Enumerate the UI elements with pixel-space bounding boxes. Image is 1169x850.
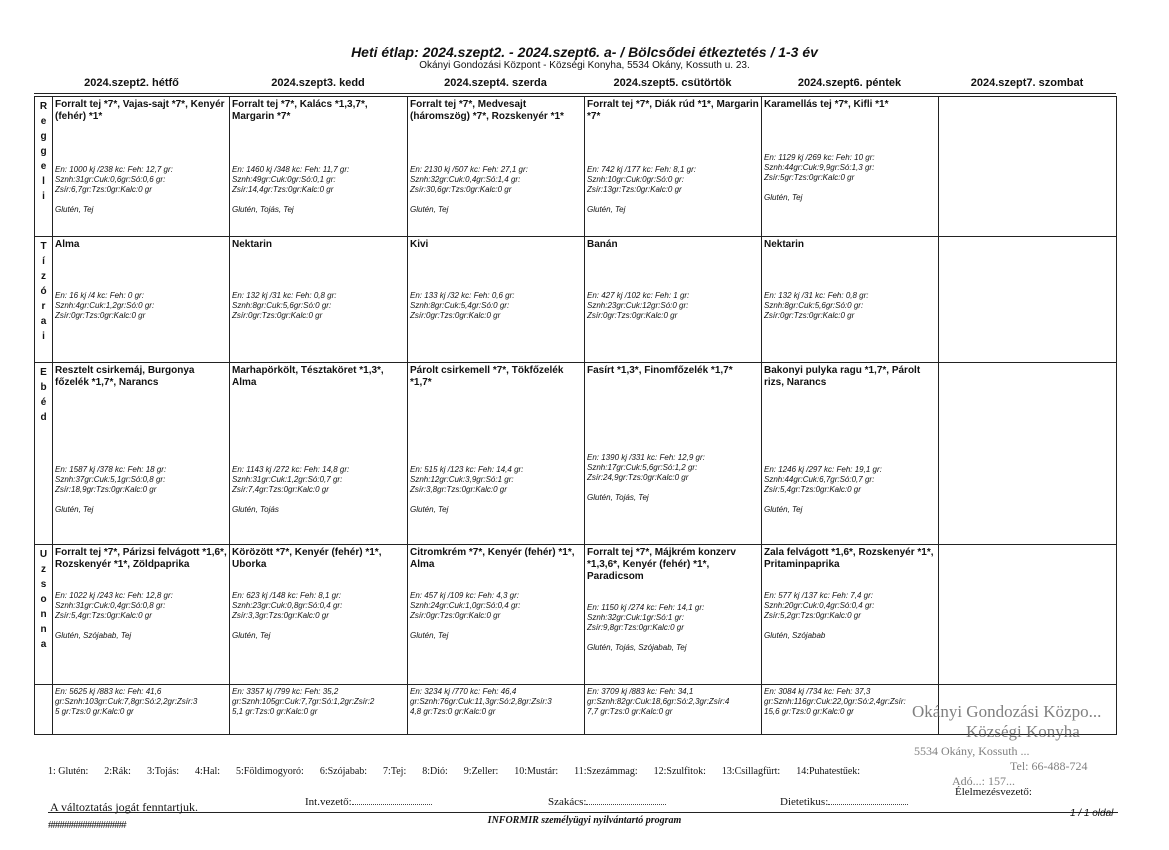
legend-item: 3:Tojás: xyxy=(146,766,180,777)
dish-text: Körözött *7*, Kenyér (fehér) *1*, Uborka xyxy=(232,547,382,570)
dish-text: Marhapörkölt, Tésztaköret *1,3*, Alma xyxy=(232,365,384,388)
nutrition-line: Zsír:9,8gr:Tzs:0gr:Kalc:0 gr xyxy=(587,623,684,632)
hash-marks: ################# xyxy=(48,820,126,831)
menu-cell xyxy=(762,363,939,545)
dish-text: Forralt tej *7*, Diák rúd *1*, Margarin *7* xyxy=(587,99,759,122)
disclaimer: A változtatás jogát fenntartjuk. xyxy=(50,800,198,814)
nutrition-line: Sznh:24gr:Cuk:1,0gr:Só:0,4 gr: xyxy=(410,601,521,610)
legend-item: 2:Rák: xyxy=(104,766,131,777)
menu-cell xyxy=(939,545,1117,685)
meal-row xyxy=(35,97,1117,237)
dish-text: Bakonyi pulyka ragu *1,7*, Párolt rizs, Narancs xyxy=(764,365,921,388)
legend-item: 4:Hal: xyxy=(195,766,221,777)
nutrition-line: Sznh:49gr:Cuk:0gr:Só:0,1 gr: xyxy=(232,175,336,184)
nutrition-line: Zsír:18,9gr:Tzs:0gr:Kalc:0 gr xyxy=(55,485,157,494)
nutrition-line: En: 427 kj /102 kc: Feh: 1 gr: xyxy=(587,291,690,300)
nutrition-line: Sznh:8gr:Cuk:5,6gr:Só:0 gr: xyxy=(232,301,332,310)
page-number: 1 / 1 oldal xyxy=(1070,808,1114,819)
page-subtitle: Okányi Gondozási Központ - Községi Konyha, 5534 Okány, Kossuth u. 23. xyxy=(419,60,750,71)
allergen-text: Glutén, Tojás xyxy=(232,505,279,514)
total-line: 7,7 gr:Tzs:0 gr:Kalc:0 gr xyxy=(587,707,673,716)
nutrition-line: Zsír:0gr:Tzs:0gr:Kalc:0 gr xyxy=(410,311,501,320)
nutrition-line: Sznh:23gr:Cuk:12gr:Só:0 gr: xyxy=(587,301,689,310)
nutrition-line: Sznh:8gr:Cuk:5,6gr:Só:0 gr: xyxy=(764,301,864,310)
menu-cell xyxy=(408,545,585,685)
total-line: gr:Sznh:82gr:Cuk:18,6gr:Só:2,3gr:Zsír:4 xyxy=(587,697,730,706)
nutrition-line: En: 1143 kj /272 kc: Feh: 14,8 gr: xyxy=(232,465,350,474)
menu-cell xyxy=(230,97,408,237)
day-header-row xyxy=(34,74,1116,94)
dish-text: Zala felvágott *1,6*, Rozskenyér *1*, Pritaminpaprika xyxy=(764,547,934,570)
day-header: 2024.szept3. kedd xyxy=(229,74,407,94)
dish-text: Citromkrém *7*, Kenyér (fehér) *1*, Alma xyxy=(410,547,575,570)
allergen-text: Glutén, Tej xyxy=(232,631,271,640)
total-line: gr:Sznh:105gr:Cuk:7,7gr:Só:1,2gr:Zsír:2 xyxy=(232,697,375,706)
nutrition-line: Zsír:3,8gr:Tzs:0gr:Kalc:0 gr xyxy=(410,485,507,494)
day-header: 2024.szept4. szerda xyxy=(407,74,584,94)
dish-text: Banán xyxy=(587,239,618,250)
menu-cell xyxy=(53,97,230,237)
menu-cell xyxy=(939,363,1117,545)
dish-text: Forralt tej *7*, Párizsi felvágott *1,6*, Rozskenyér *1*, Zöldpaprika xyxy=(55,547,227,570)
menu-cell xyxy=(762,545,939,685)
nutrition-line: Zsír:24,9gr:Tzs:0gr:Kalc:0 gr xyxy=(587,473,689,482)
legend-item: 1: Glutén: xyxy=(48,766,89,777)
allergen-text: Glutén, Tej xyxy=(587,205,626,214)
nutrition-line: En: 1587 kj /378 kc: Feh: 18 gr: xyxy=(55,465,167,474)
allergen-text: Glutén, Tej xyxy=(55,205,94,214)
menu-cell xyxy=(230,363,408,545)
menu-cell xyxy=(53,363,230,545)
nutrition-line: Zsír:30,6gr:Tzs:0gr:Kalc:0 gr xyxy=(410,185,512,194)
meal-row xyxy=(35,545,1117,685)
daily-total-cell xyxy=(408,685,585,735)
day-header: 2024.szept2. hétfő xyxy=(34,74,229,94)
nutrition-line: En: 457 kj /109 kc: Feh: 4,3 gr: xyxy=(410,591,519,600)
nutrition-line: Zsír:14,4gr:Tzs:0gr:Kalc:0 gr xyxy=(232,185,334,194)
allergen-text: Glutén, Tojás, Tej xyxy=(232,205,294,214)
nutrition-line: Zsír:0gr:Tzs:0gr:Kalc:0 gr xyxy=(764,311,855,320)
allergen-text: Glutén, Tojás, Tej xyxy=(587,493,649,502)
menu-cell xyxy=(762,97,939,237)
dish-text: Párolt csirkemell *7*, Tökfőzelék *1,7* xyxy=(410,365,564,388)
day-header: 2024.szept5. csütörtök xyxy=(584,74,761,94)
legend-item: 12:Szulfitok: xyxy=(653,766,706,777)
legend-item: 7:Tej: xyxy=(383,766,407,777)
allergen-text: Glutén, Tojás, Szójabab, Tej xyxy=(587,643,687,652)
menu-cell xyxy=(408,363,585,545)
nutrition-line: Sznh:10gr:Cuk:0gr:Só:0 gr: xyxy=(587,175,684,184)
total-line: En: 3234 kj /770 kc: Feh: 46,4 xyxy=(410,687,517,696)
total-line: gr:Sznh:76gr:Cuk:11,3gr:Só:2,8gr:Zsír:3 xyxy=(410,697,552,706)
meal-label: R e g g e l i xyxy=(35,97,53,237)
signature-dietetikus xyxy=(780,796,908,808)
total-line: 5,1 gr:Tzs:0 gr:Kalc:0 gr xyxy=(232,707,318,716)
nutrition-line: Zsír:3,3gr:Tzs:0gr:Kalc:0 gr xyxy=(232,611,329,620)
nutrition-line: Zsír:7,4gr:Tzs:0gr:Kalc:0 gr xyxy=(232,485,329,494)
menu-cell xyxy=(585,97,762,237)
dish-text: Alma xyxy=(55,239,80,250)
nutrition-line: Sznh:37gr:Cuk:5,1gr:Só:0,8 gr: xyxy=(55,475,166,484)
menu-table xyxy=(34,96,1117,735)
allergen-text: Glutén, Szójabab xyxy=(764,631,826,640)
nutrition-line: Zsír:5,4gr:Tzs:0gr:Kalc:0 gr xyxy=(55,611,152,620)
menu-cell xyxy=(230,545,408,685)
meal-label: U z s o n n a xyxy=(35,545,53,685)
day-header: 2024.szept6. péntek xyxy=(761,74,938,94)
meal-row xyxy=(35,363,1117,545)
menu-cell xyxy=(939,237,1117,363)
nutrition-line: Sznh:44gr:Cuk:6,7gr:Só:0,7 gr: xyxy=(764,475,875,484)
nutrition-line: Zsír:0gr:Tzs:0gr:Kalc:0 gr xyxy=(587,311,678,320)
dish-text: Nektarin xyxy=(232,239,273,250)
total-line: En: 3084 kj /734 kc: Feh: 37,3 xyxy=(764,687,871,696)
allergen-text: Glutén, Szójabab, Tej xyxy=(55,631,132,640)
dish-text: Karamellás tej *7*, Kifli *1* xyxy=(764,99,889,110)
allergen-text: Glutén, Tej xyxy=(764,193,803,202)
nutrition-line: Sznh:44gr:Cuk:9,9gr:Só:1,3 gr: xyxy=(764,163,875,172)
nutrition-line: Zsír:13gr:Tzs:0gr:Kalc:0 gr xyxy=(587,185,682,194)
nutrition-line: En: 132 kj /31 kc: Feh: 0,8 gr: xyxy=(764,291,869,300)
nutrition-line: Zsír:0gr:Tzs:0gr:Kalc:0 gr xyxy=(410,611,501,620)
day-header: 2024.szept7. szombat xyxy=(938,74,1116,94)
menu-cell xyxy=(408,237,585,363)
menu-cell xyxy=(762,237,939,363)
nutrition-line: Sznh:8gr:Cuk:5,4gr:Só:0 gr: xyxy=(410,301,510,310)
dish-text: Fasírt *1,3*, Finomfőzelék *1,7* xyxy=(587,365,733,376)
legend-item: 14:Puhatestűek: xyxy=(796,766,861,777)
nutrition-line: Sznh:32gr:Cuk:0,4gr:Só:1,4 gr: xyxy=(410,175,521,184)
nutrition-line: En: 133 kj /32 kc: Feh: 0,6 gr: xyxy=(410,291,515,300)
menu-cell xyxy=(408,97,585,237)
signature-szakacs xyxy=(548,796,666,808)
legend-item: 9:Zeller: xyxy=(463,766,499,777)
signature-int-vezeto xyxy=(305,796,432,808)
menu-cell xyxy=(53,545,230,685)
menu-cell xyxy=(230,237,408,363)
signature-label: Int.vezető: xyxy=(305,796,352,808)
allergen-text: Glutén, Tej xyxy=(410,205,449,214)
kitchen-stamp: Okányi Gondozási Közpo... Községi Konyha 5534 Okány, Kossuth ... Tel: 66-488-724 Adó...: 157... xyxy=(912,702,1102,788)
legend-item: 8:Dió: xyxy=(422,766,448,777)
total-line: gr:Sznh:103gr:Cuk:7,8gr:Só:2,2gr:Zsír:3 xyxy=(55,697,198,706)
nutrition-line: En: 1246 kj /297 kc: Feh: 19,1 gr: xyxy=(764,465,882,474)
nutrition-line: Sznh:31gr:Cuk:0,4gr:Só:0,8 gr: xyxy=(55,601,166,610)
allergen-text: Glutén, Tej xyxy=(55,505,94,514)
dish-text: Forralt tej *7*, Kalács *1,3,7*, Margarin *7* xyxy=(232,99,368,122)
page-title: Heti étlap: 2024.szept2. - 2024.szept6. a- / Bölcsődei étkeztetés / 1-3 év xyxy=(351,44,818,60)
legend-item: 11:Szezámmag: xyxy=(574,766,638,777)
menu-cell xyxy=(939,97,1117,237)
dish-text: Nektarin xyxy=(764,239,805,250)
dish-text: Forralt tej *7*, Medvesajt (háromszög) *7*, Rozskenyér *1* xyxy=(410,99,564,122)
nutrition-line: Sznh:23gr:Cuk:0,8gr:Só:0,4 gr: xyxy=(232,601,343,610)
nutrition-line: En: 1022 kj /243 kc: Feh: 12,8 gr: xyxy=(55,591,173,600)
nutrition-line: Zsír:0gr:Tzs:0gr:Kalc:0 gr xyxy=(232,311,323,320)
nutrition-line: Sznh:31gr:Cuk:1,2gr:Só:0,7 gr: xyxy=(232,475,343,484)
total-line: En: 3709 kj /883 kc: Feh: 34,1 xyxy=(587,687,694,696)
daily-total-cell xyxy=(585,685,762,735)
legend-item: 10:Mustár: xyxy=(514,766,559,777)
total-line: En: 5625 kj /883 kc: Feh: 41,6 xyxy=(55,687,162,696)
signature-elelmezesvezeto: Élelmezésvezető: xyxy=(955,786,1032,798)
total-line: 15,6 gr:Tzs:0 gr:Kalc:0 gr xyxy=(764,707,854,716)
allergen-text: Glutén, Tej xyxy=(764,505,803,514)
nutrition-line: Zsír:0gr:Tzs:0gr:Kalc:0 gr xyxy=(55,311,146,320)
daily-total-cell xyxy=(230,685,408,735)
nutrition-line: Sznh:12gr:Cuk:3,9gr:Só:1 gr: xyxy=(410,475,514,484)
nutrition-line: Zsír:6,7gr:Tzs:0gr:Kalc:0 gr xyxy=(55,185,152,194)
legend-item: 5:Földimogyoró: xyxy=(236,766,304,777)
nutrition-line: En: 1150 kj /274 kc: Feh: 14,1 gr: xyxy=(587,603,705,612)
menu-cell xyxy=(53,237,230,363)
legend-item: 6:Szójabab: xyxy=(319,766,368,777)
meal-label: T í z ó r a i xyxy=(35,237,53,363)
nutrition-line: En: 1460 kj /348 kc: Feh: 11,7 gr: xyxy=(232,165,350,174)
total-line: 5 gr:Tzs:0 gr:Kalc:0 gr xyxy=(55,707,134,716)
nutrition-line: En: 2130 kj /507 kc: Feh: 27,1 gr: xyxy=(410,165,528,174)
total-line: 4,8 gr:Tzs:0 gr:Kalc:0 gr xyxy=(410,707,496,716)
total-line: En: 3357 kj /799 kc: Feh: 35,2 xyxy=(232,687,339,696)
meal-row xyxy=(35,237,1117,363)
nutrition-line: Sznh:20gr:Cuk:0,4gr:Só:0,4 gr: xyxy=(764,601,875,610)
nutrition-line: En: 1390 kj /331 kc: Feh: 12,9 gr: xyxy=(587,453,705,462)
nutrition-line: En: 742 kj /177 kc: Feh: 8,1 gr: xyxy=(587,165,696,174)
signature-label: Szakács: xyxy=(548,796,587,808)
nutrition-line: En: 16 kj /4 kc: Feh: 0 gr: xyxy=(55,291,144,300)
allergen-text: Glutén, Tej xyxy=(410,631,449,640)
dish-text: Forralt tej *7*, Vajas-sajt *7*, Kenyér (fehér) *1* xyxy=(55,99,225,122)
nutrition-line: En: 132 kj /31 kc: Feh: 0,8 gr: xyxy=(232,291,337,300)
nutrition-line: Sznh:31gr:Cuk:0,6gr:Só:0,6 gr: xyxy=(55,175,166,184)
program-name: INFORMIR személyügyi nyilvántartó program xyxy=(487,815,682,826)
menu-cell xyxy=(585,237,762,363)
nutrition-line: Sznh:17gr:Cuk:5,6gr:Só:1,2 gr: xyxy=(587,463,698,472)
nutrition-line: Zsír:5,4gr:Tzs:0gr:Kalc:0 gr xyxy=(764,485,861,494)
menu-cell xyxy=(585,545,762,685)
signature-label: Dietetikus: xyxy=(780,796,829,808)
nutrition-line: Zsír:5gr:Tzs:0gr:Kalc:0 gr xyxy=(764,173,855,182)
dish-text: Forralt tej *7*, Májkrém konzerv *1,3,6*, Kenyér (fehér) *1*, Paradicsom xyxy=(587,547,736,582)
nutrition-line: Sznh:32gr:Cuk:1gr:Só:1 gr: xyxy=(587,613,684,622)
meal-label: E b é d xyxy=(35,363,53,545)
total-line: gr:Sznh:116gr:Cuk:22,0gr:Só:2,4gr:Zsír: xyxy=(764,697,906,706)
dish-text: Resztelt csirkemáj, Burgonya főzelék *1,7*, Narancs xyxy=(55,365,195,388)
nutrition-line: En: 623 kj /148 kc: Feh: 8,1 gr: xyxy=(232,591,341,600)
nutrition-line: En: 577 kj /137 kc: Feh: 7,4 gr: xyxy=(764,591,873,600)
menu-cell xyxy=(585,363,762,545)
daily-total-cell xyxy=(53,685,230,735)
nutrition-line: En: 1129 kj /269 kc: Feh: 10 gr: xyxy=(764,153,875,162)
dish-text: Kivi xyxy=(410,239,429,250)
legend-item: 13:Csillagfürt: xyxy=(721,766,781,777)
nutrition-line: Zsír:5,2gr:Tzs:0gr:Kalc:0 gr xyxy=(764,611,861,620)
nutrition-line: Sznh:4gr:Cuk:1,2gr:Só:0 gr: xyxy=(55,301,155,310)
nutrition-line: En: 515 kj /123 kc: Feh: 14,4 gr: xyxy=(410,465,524,474)
nutrition-line: En: 1000 kj /238 kc: Feh: 12,7 gr: xyxy=(55,165,173,174)
allergen-text: Glutén, Tej xyxy=(410,505,449,514)
